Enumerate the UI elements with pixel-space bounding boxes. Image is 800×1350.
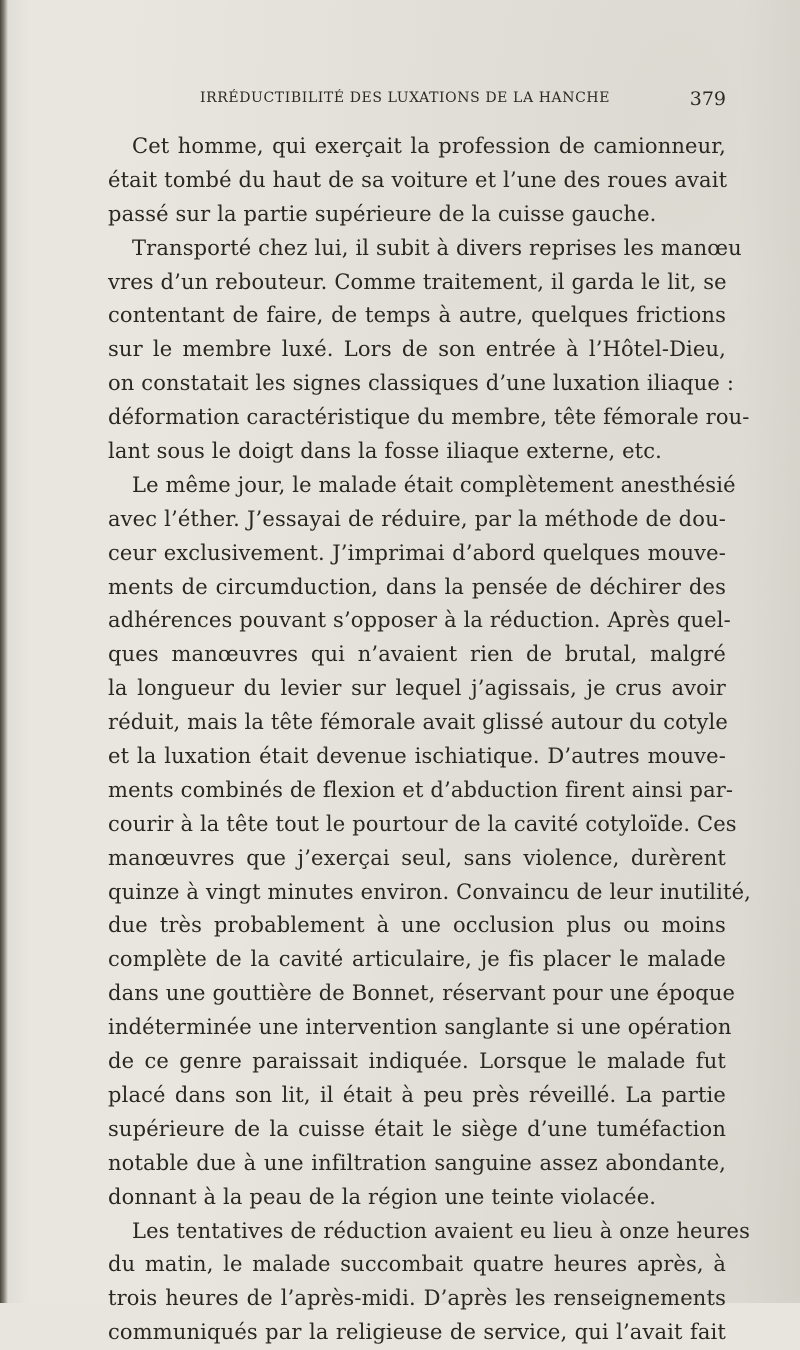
text-line: communiqués par la religieuse de service, qui l’avait fait bbox=[108, 1320, 726, 1345]
text-line: du matin, le malade succombait quatre heures après, à bbox=[108, 1252, 726, 1277]
page-number: 379 bbox=[689, 88, 726, 110]
text-line: la longueur du levier sur lequel j’agissais, je crus avoir bbox=[108, 676, 726, 701]
text-line: indéterminée une intervention sanglante si une opération bbox=[108, 1015, 732, 1040]
text-line: lant sous le doigt dans la fosse iliaque externe, etc. bbox=[108, 439, 662, 464]
body-text bbox=[108, 130, 751, 1350]
text-line: dans une gouttière de Bonnet, réservant pour une époque bbox=[108, 981, 736, 1006]
text-line: de ce genre paraissait indiquée. Lorsque le malade fut bbox=[108, 1049, 726, 1074]
running-title: IRRÉDUCTIBILITÉ DES LUXATIONS DE LA HANCHE bbox=[200, 90, 611, 106]
text-line: déformation caractéristique du membre, tête fémorale rou- bbox=[108, 405, 750, 430]
text-line: vres d’un rebouteur. Comme traitement, il garda le lit, se bbox=[108, 269, 727, 294]
text-line: due très probablement à une occlusion plus ou moins bbox=[108, 913, 726, 938]
text-line: quinze à vingt minutes environ. Convaincu de leur inutilité, bbox=[108, 879, 751, 904]
text-line: ments combinés de flexion et d’abduction firent ainsi par- bbox=[108, 777, 734, 802]
text-line: Le même jour, le malade était complètement anesthésié bbox=[132, 472, 736, 497]
binding-edge bbox=[0, 0, 8, 1303]
text-line: ques manœuvres qui n’avaient rien de brutal, malgré bbox=[108, 642, 726, 667]
text-line: réduit, mais la tête fémorale avait glissé autour du cotyle bbox=[108, 710, 728, 735]
text-line: ceur exclusivement. J’imprimai d’abord quelques mouve- bbox=[108, 540, 726, 565]
text-line: était tombé du haut de sa voiture et l’une des roues avait bbox=[108, 167, 728, 192]
text-line: on constatait les signes classiques d’une luxation iliaque : bbox=[108, 371, 735, 396]
text-line: placé dans son lit, il était à peu près réveillé. La partie bbox=[108, 1082, 726, 1107]
text-line: passé sur la partie supérieure de la cuisse gauche. bbox=[108, 201, 657, 226]
text-line: Cet homme, qui exerçait la profession de camionneur, bbox=[132, 134, 726, 158]
text-line: courir à la tête tout le pourtour de la cavité cotyloïde. Ces bbox=[108, 811, 737, 836]
text-line: Les tentatives de réduction avaient eu lieu à onze heures bbox=[132, 1218, 750, 1243]
text-line: et la luxation était devenue ischiatique. D’autres mouve- bbox=[108, 744, 726, 769]
text-line: ments de circumduction, dans la pensée de déchirer des bbox=[108, 574, 726, 599]
text-line: sur le membre luxé. Lors de son entrée à l’Hôtel-Dieu, bbox=[108, 337, 726, 362]
text-line: donnant à la peau de la région une teinte violacée. bbox=[108, 1184, 657, 1209]
text-line: contentant de faire, de temps à autre, quelques frictions bbox=[108, 303, 726, 328]
text-line: Transporté chez lui, il subit à divers reprises les manœu bbox=[132, 235, 742, 260]
text-line: notable due à une infiltration sanguine assez abondante, bbox=[108, 1150, 726, 1175]
running-header bbox=[110, 88, 726, 112]
text-line: supérieure de la cuisse était le siège d’une tuméfaction bbox=[108, 1116, 726, 1141]
text-line: adhérences pouvant s’opposer à la réduction. Après quel- bbox=[108, 608, 731, 633]
text-line: complète de la cavité articulaire, je fis placer le malade bbox=[108, 947, 726, 972]
text-line: manœuvres que j’exerçai seul, sans violence, durèrent bbox=[108, 845, 726, 870]
text-line: trois heures de l’après-midi. D’après les renseignements bbox=[108, 1286, 726, 1311]
text-line: avec l’éther. J’essayai de réduire, par la méthode de dou- bbox=[108, 506, 726, 531]
